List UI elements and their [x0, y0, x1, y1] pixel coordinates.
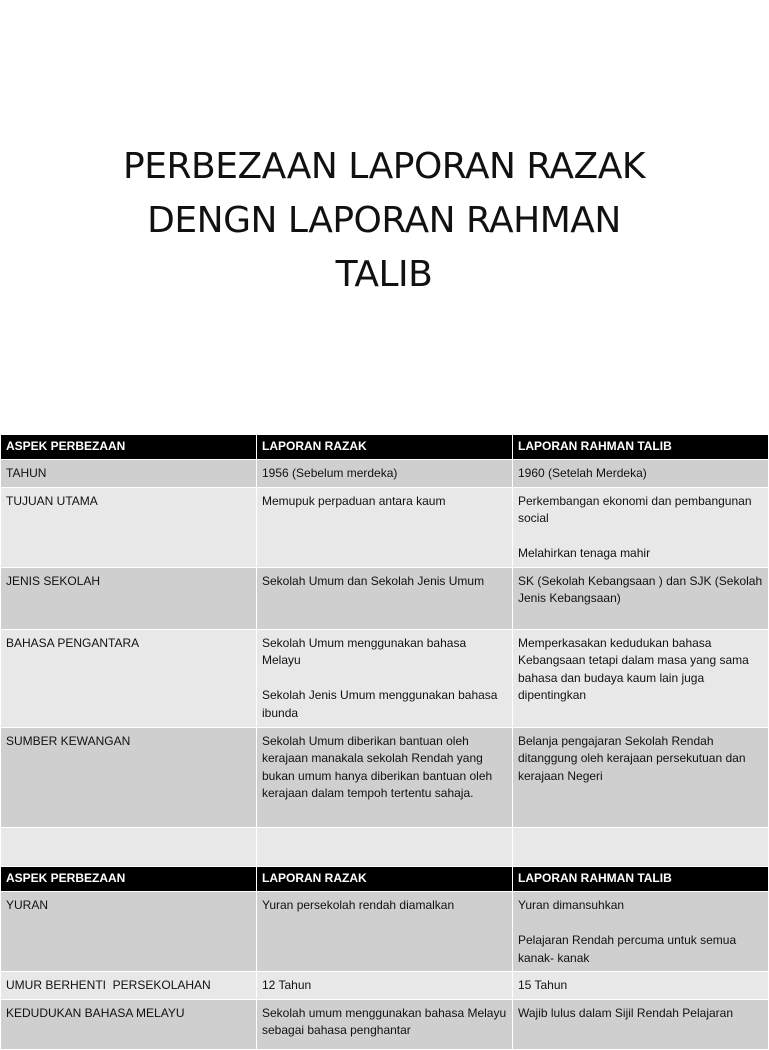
table-row — [1, 567, 769, 629]
slide-title-line-2: DENGN LAPORAN RAHMAN — [147, 200, 621, 241]
aspect-cell: JENIS SEKOLAH — [1, 567, 257, 629]
slide-title-line-1: PERBEZAAN LAPORAN RAZAK — [123, 146, 645, 187]
razak-cell: 12 Tahun — [257, 972, 513, 1000]
aspect-cell: SUMBER KEWANGAN — [1, 727, 257, 827]
razak-cell — [257, 827, 513, 869]
rahman-cell: Perkembangan ekonomi dan pembangunan social Melahirkan tenaga mahir — [513, 487, 769, 567]
rahman-cell: SK (Sekolah Kebangsaan ) dan SJK (Sekolah Jenis Kebangsaan) — [513, 567, 769, 629]
table-row — [1, 892, 769, 972]
header-aspect: ASPEK PERBEZAAN — [1, 867, 257, 892]
razak-cell: Memupuk perpaduan antara kaum — [257, 487, 513, 567]
header-laporan-razak: LAPORAN RAZAK — [257, 867, 513, 892]
razak-cell: Sekolah Umum dan Sekolah Jenis Umum — [257, 567, 513, 629]
table-row — [1, 629, 769, 727]
aspect-cell: UMUR BERHENTI PERSEKOLAHAN — [1, 972, 257, 1000]
aspect-cell: KEDUDUKAN BAHASA MELAYU — [1, 999, 257, 1049]
razak-cell: Yuran persekolah rendah diamalkan — [257, 892, 513, 972]
razak-cell: Sekolah Umum menggunakan bahasa Melayu Sekolah Jenis Umum menggunakan bahasa ibunda — [257, 629, 513, 727]
razak-cell: 1956 (Sebelum merdeka) — [257, 460, 513, 488]
aspect-cell: YURAN — [1, 892, 257, 972]
header-aspect: ASPEK PERBEZAAN — [1, 435, 257, 460]
aspect-cell: BAHASA PENGANTARA — [1, 629, 257, 727]
comparison-table-2 — [0, 866, 769, 1050]
rahman-cell — [513, 827, 769, 869]
rahman-cell: Memperkasakan kedudukan bahasa Kebangsaan tetapi dalam masa yang sama bahasa dan budaya kaum lain juga dipentingkan — [513, 629, 769, 727]
rahman-cell: Yuran dimansuhkan Pelajaran Rendah percuma untuk semua kanak- kanak — [513, 892, 769, 972]
rahman-cell: 1960 (Setelah Merdeka) — [513, 460, 769, 488]
rahman-cell: 15 Tahun — [513, 972, 769, 1000]
comparison-table-1 — [0, 434, 769, 870]
table-header-row — [1, 435, 769, 460]
razak-cell: Sekolah umum menggunakan bahasa Melayu sebagai bahasa penghantar — [257, 999, 513, 1049]
table-row — [1, 972, 769, 1000]
table-row — [1, 827, 769, 869]
header-laporan-rahman-talib: LAPORAN RAHMAN TALIB — [513, 867, 769, 892]
table-row — [1, 487, 769, 567]
rahman-cell: Wajib lulus dalam Sijil Rendah Pelajaran — [513, 999, 769, 1049]
table-row — [1, 727, 769, 827]
aspect-cell — [1, 827, 257, 869]
header-laporan-razak: LAPORAN RAZAK — [257, 435, 513, 460]
razak-cell: Sekolah Umum diberikan bantuan oleh kerajaan manakala sekolah Rendah yang bukan umum hanya diberikan bantuan oleh kerajaan dalam tempoh tertentu sahaja. — [257, 727, 513, 827]
header-laporan-rahman-talib: LAPORAN RAHMAN TALIB — [513, 435, 769, 460]
slide-title-line-3: TALIB — [335, 254, 433, 295]
slide-title — [0, 140, 768, 302]
aspect-cell: TUJUAN UTAMA — [1, 487, 257, 567]
table-header-row — [1, 867, 769, 892]
rahman-cell: Belanja pengajaran Sekolah Rendah ditanggung oleh kerajaan persekutuan dan kerajaan Negeri — [513, 727, 769, 827]
table-row — [1, 999, 769, 1049]
aspect-cell: TAHUN — [1, 460, 257, 488]
table-row — [1, 460, 769, 488]
